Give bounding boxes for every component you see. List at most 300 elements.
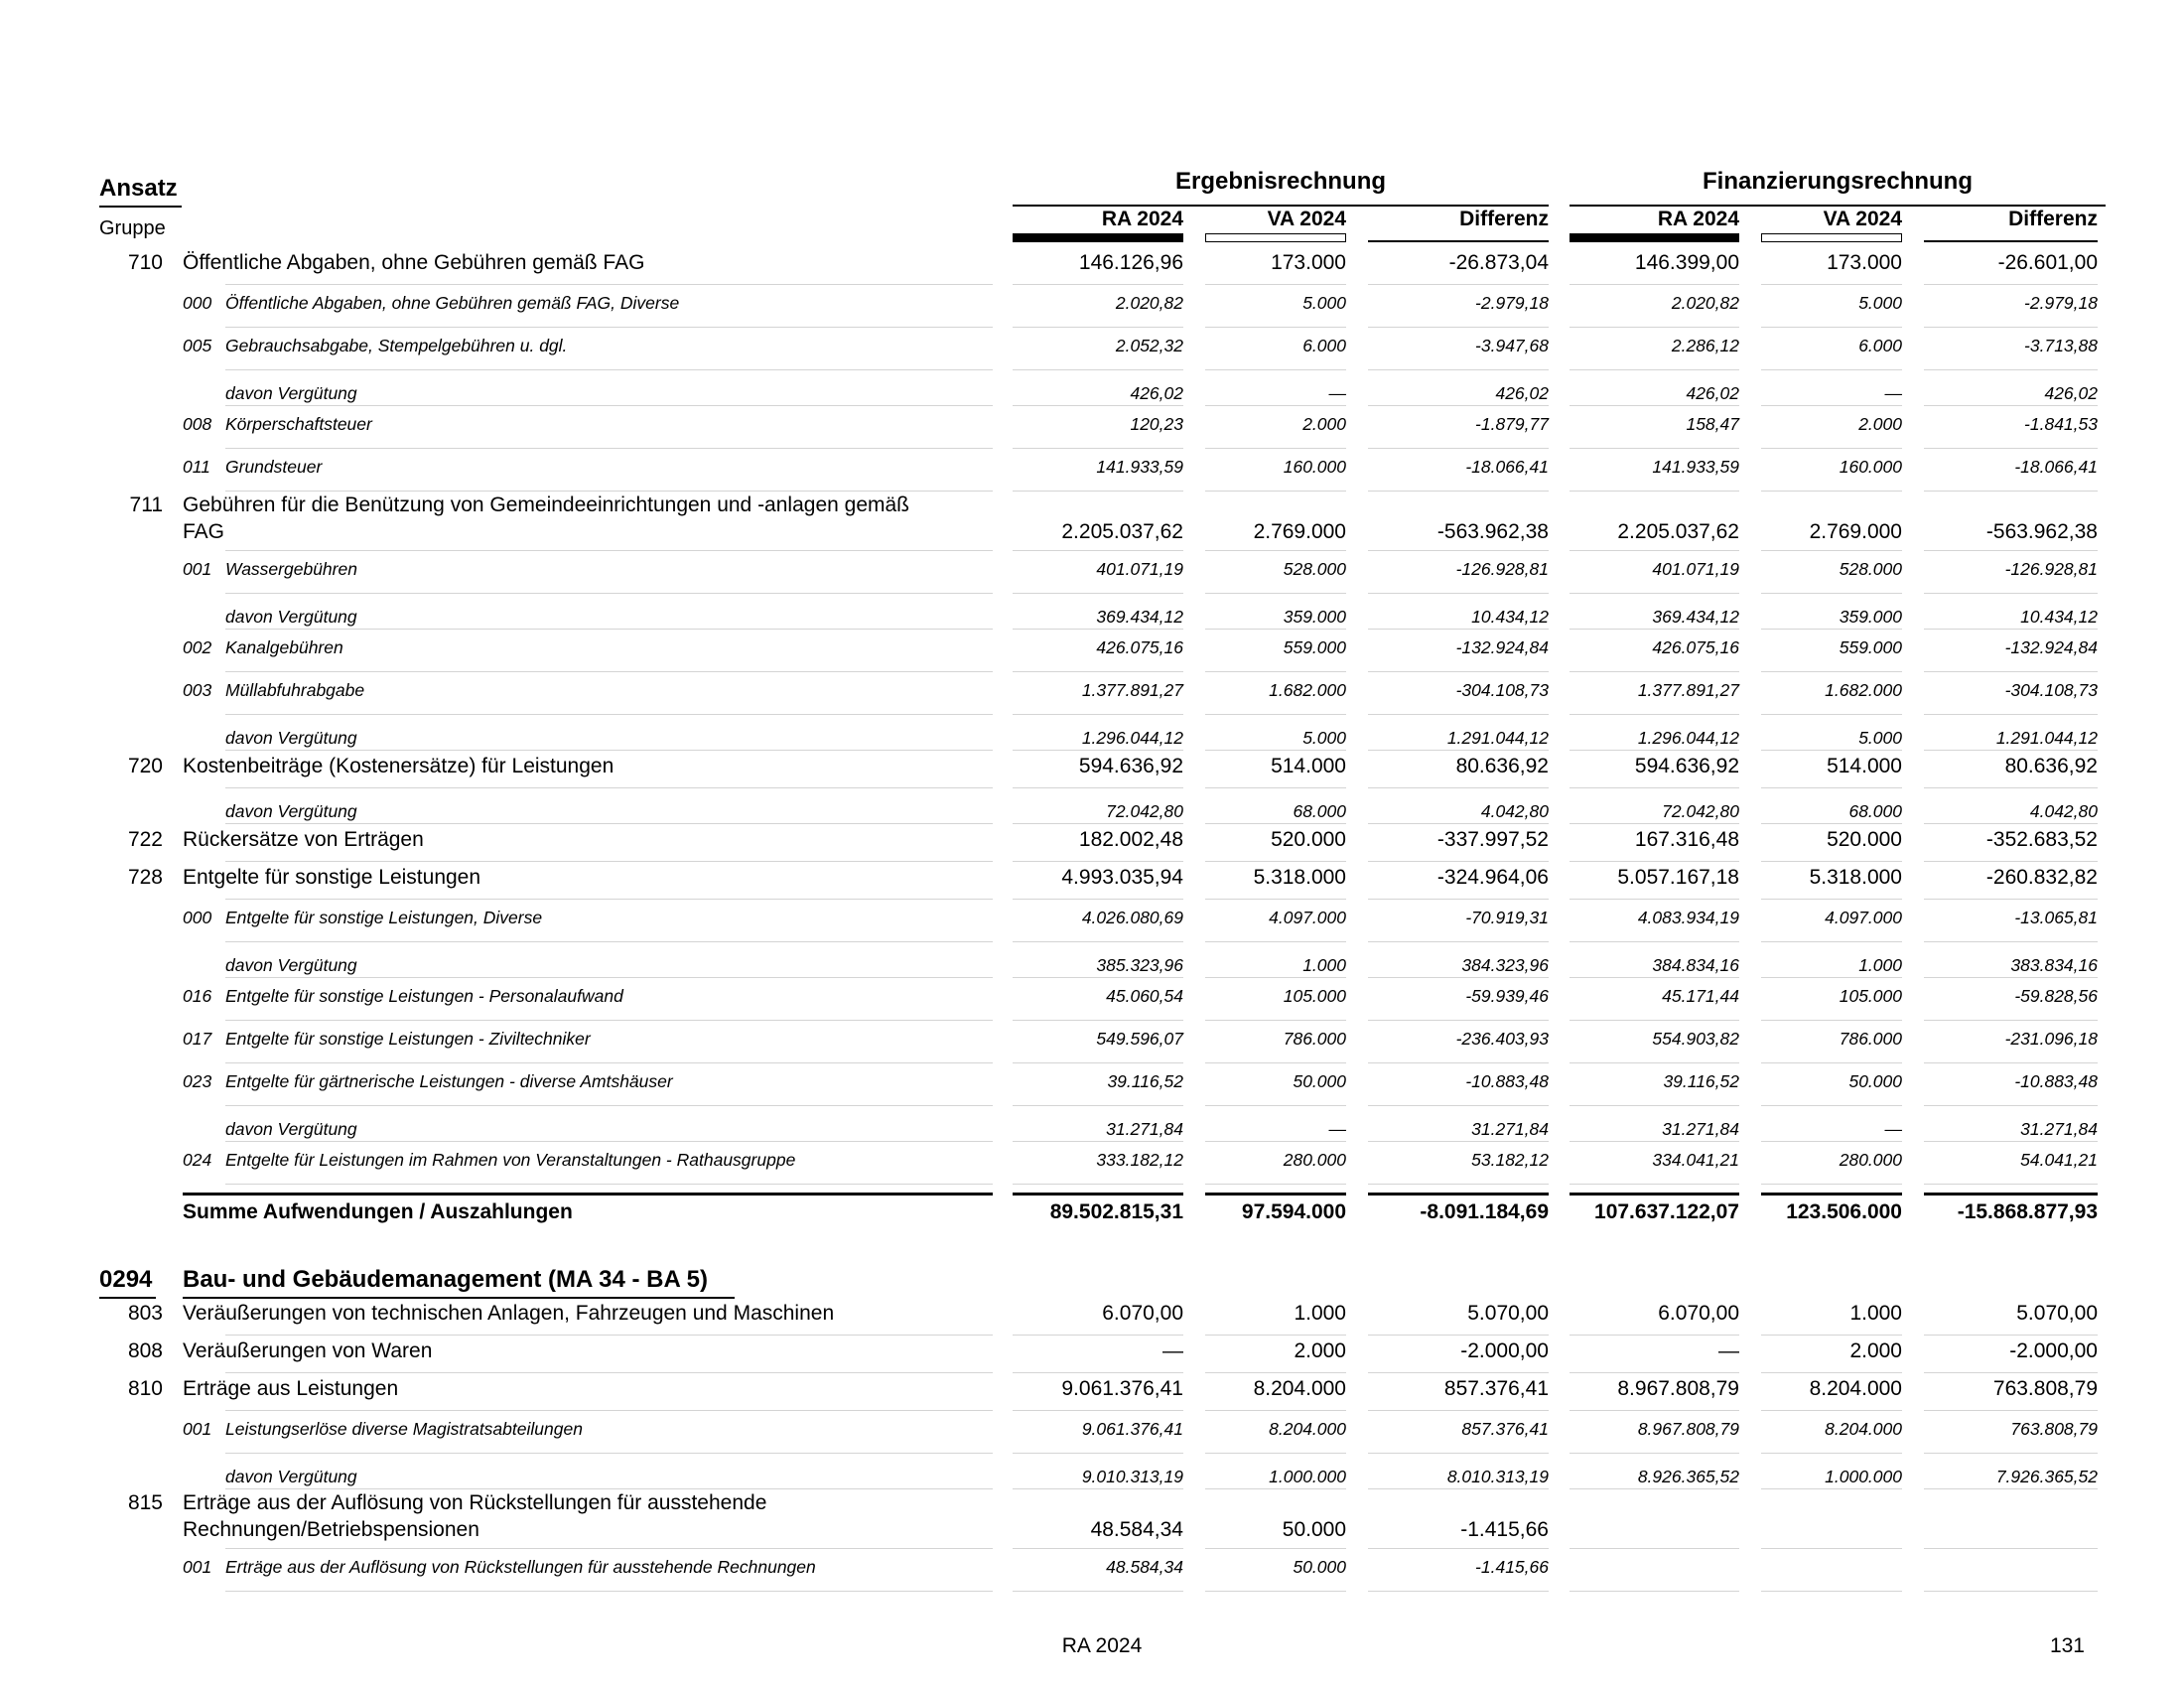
row-label-continued: FAG	[183, 520, 225, 543]
value-ergebnis-ra: 72.042,80	[1106, 801, 1183, 821]
row-rule	[225, 1488, 993, 1489]
row-code: 017	[183, 1029, 212, 1049]
value-ergebnis-va: —	[1328, 1119, 1346, 1139]
table-row	[0, 1144, 2184, 1187]
value-ergebnis-va: 6.000	[1302, 336, 1346, 355]
value-ergebnis-diff: -2.000,00	[1460, 1339, 1549, 1362]
value-finanz-va: 2.000	[1849, 1339, 1902, 1362]
value-ergebnis-va: 160.000	[1283, 457, 1346, 477]
row-rule	[1570, 405, 1739, 406]
table-row	[0, 1300, 2184, 1337]
section-title-underline	[183, 1297, 735, 1299]
value-ergebnis-ra: 31.271,84	[1106, 1119, 1183, 1139]
sum-top-rule	[1013, 1193, 1183, 1196]
row-rule	[1924, 977, 2098, 978]
row-rule	[1013, 284, 1183, 285]
value-finanz-diff: 4.042,80	[2029, 801, 2098, 821]
row-rule	[1570, 369, 1739, 370]
row-code: 000	[183, 293, 212, 313]
value-finanz-diff: -260.832,82	[1985, 866, 2098, 889]
value-finanz-va: 68.000	[1848, 801, 1902, 821]
row-rule	[1368, 491, 1549, 492]
row-rule	[1013, 1184, 1183, 1185]
value-ergebnis-ra: 4.026.080,69	[1081, 908, 1183, 927]
row-rule	[1013, 1453, 1183, 1454]
column-header-finanz-ra: RA 2024	[1657, 208, 1739, 230]
row-rule	[1013, 448, 1183, 449]
value-finanz-ra: 1.296.044,12	[1637, 728, 1739, 748]
row-code: 808	[127, 1339, 163, 1362]
value-ergebnis-diff: -236.403,93	[1455, 1029, 1549, 1049]
value-finanz-ra: 6.070,00	[1658, 1302, 1739, 1325]
row-rule	[1924, 750, 2098, 751]
row-rule	[1205, 491, 1346, 492]
table-row	[0, 372, 2184, 408]
row-rule	[1013, 1548, 1183, 1549]
table-row	[0, 451, 2184, 493]
row-rule	[1924, 861, 2098, 862]
row-rule	[225, 369, 993, 370]
row-code: 001	[183, 559, 212, 579]
value-ergebnis-va: 2.000	[1302, 414, 1346, 434]
value-ergebnis-diff: -337.997,52	[1436, 828, 1549, 851]
row-rule	[1368, 1548, 1549, 1549]
row-rule	[1924, 593, 2098, 594]
value-finanz-va: 559.000	[1839, 637, 1902, 657]
row-rule	[1013, 941, 1183, 942]
row-rule	[1924, 899, 2098, 900]
table-row	[0, 826, 2184, 864]
value-ergebnis-ra: 369.434,12	[1096, 607, 1183, 627]
row-rule	[1570, 550, 1739, 551]
value-ergebnis-ra: 1.377.891,27	[1081, 680, 1183, 700]
row-rule	[1924, 405, 2098, 406]
value-finanz-diff: -1.841,53	[2024, 414, 2098, 434]
value-ergebnis-ra: 9.010.313,19	[1081, 1467, 1183, 1486]
table-row	[0, 408, 2184, 451]
value-ergebnis-ra: 39.116,52	[1107, 1071, 1183, 1091]
value-finanz-ra: 45.171,44	[1662, 986, 1739, 1006]
row-rule	[1761, 941, 1902, 942]
row-rule	[1761, 1184, 1902, 1185]
row-rule	[1368, 861, 1549, 862]
value-ergebnis-diff: -18.066,41	[1465, 457, 1549, 477]
value-ergebnis-ra: 48.584,34	[1090, 1518, 1183, 1541]
row-rule	[1013, 327, 1183, 328]
row-rule	[1761, 284, 1902, 285]
value-finanz-va: 359.000	[1839, 607, 1902, 627]
table-row	[0, 944, 2184, 980]
row-label: davon Vergütung	[225, 1467, 357, 1486]
table-row	[0, 287, 2184, 330]
value-ergebnis-ra: 89.502.815,31	[1049, 1200, 1183, 1223]
row-rule	[1368, 823, 1549, 824]
value-ergebnis-va: 5.000	[1302, 728, 1346, 748]
table-row	[0, 674, 2184, 717]
value-ergebnis-va: 559.000	[1283, 637, 1346, 657]
row-rule	[1013, 1141, 1183, 1142]
row-rule	[1570, 1548, 1739, 1549]
table-row	[0, 249, 2184, 287]
table-row	[0, 1065, 2184, 1108]
value-ergebnis-ra: 9.061.376,41	[1061, 1377, 1183, 1400]
row-rule	[1205, 629, 1346, 630]
row-label: Öffentliche Abgaben, ohne Gebühren gemäß FAG	[183, 251, 645, 274]
value-ergebnis-diff: 10.434,12	[1471, 607, 1549, 627]
value-finanz-va: 123.506.000	[1786, 1200, 1902, 1223]
row-rule	[1570, 671, 1739, 672]
value-finanz-ra: 4.083.934,19	[1637, 908, 1739, 927]
row-code: 008	[183, 414, 212, 434]
value-finanz-ra: 2.205.037,62	[1617, 520, 1739, 543]
value-ergebnis-ra: 385.323,96	[1096, 955, 1183, 975]
row-rule	[1205, 1372, 1346, 1373]
table-row	[0, 1337, 2184, 1375]
row-rule	[225, 327, 993, 328]
value-finanz-diff: 54.041,21	[2020, 1150, 2098, 1170]
value-ergebnis-diff: 31.271,84	[1471, 1119, 1549, 1139]
row-code: 722	[127, 828, 163, 851]
row-rule	[225, 1141, 993, 1142]
value-ergebnis-va: 5.318.000	[1253, 866, 1346, 889]
value-finanz-va: 173.000	[1827, 251, 1902, 274]
table-row	[0, 596, 2184, 632]
page-number: 131	[2049, 1634, 2085, 1657]
value-finanz-ra: 72.042,80	[1662, 801, 1739, 821]
row-rule	[1013, 369, 1183, 370]
row-rule	[1761, 1335, 1902, 1336]
row-rule	[1205, 1105, 1346, 1106]
row-rule	[1570, 1141, 1739, 1142]
group-finanzierungsrechnung-rule	[1570, 205, 2106, 207]
row-code: 016	[183, 986, 212, 1006]
footer-label: RA 2024	[1061, 1634, 1143, 1657]
value-finanz-va: 6.000	[1858, 336, 1902, 355]
value-finanz-va: 50.000	[1848, 1071, 1902, 1091]
row-rule	[1570, 1372, 1739, 1373]
row-rule	[1761, 1020, 1902, 1021]
row-rule	[1761, 899, 1902, 900]
value-finanz-ra: 384.834,16	[1652, 955, 1739, 975]
sum-top-rule	[1761, 1193, 1902, 1196]
value-finanz-va: 2.769.000	[1809, 520, 1902, 543]
value-ergebnis-diff: 384.323,96	[1461, 955, 1549, 975]
row-rule	[1205, 1020, 1346, 1021]
value-ergebnis-diff: -304.108,73	[1455, 680, 1549, 700]
row-rule	[1013, 1105, 1183, 1106]
row-rule	[1924, 327, 2098, 328]
diff-column-rule	[1924, 240, 2098, 242]
value-ergebnis-ra: 182.002,48	[1078, 828, 1183, 851]
value-finanz-ra: 5.057.167,18	[1617, 866, 1739, 889]
value-ergebnis-ra: —	[1162, 1339, 1183, 1362]
diff-column-rule	[1368, 240, 1549, 242]
row-rule	[1924, 448, 2098, 449]
row-rule	[225, 1020, 993, 1021]
ansatz-label: Ansatz	[99, 175, 178, 202]
value-ergebnis-diff: -1.879,77	[1475, 414, 1549, 434]
row-rule	[225, 629, 993, 630]
row-rule	[1570, 1488, 1739, 1489]
value-finanz-ra: 146.399,00	[1634, 251, 1739, 274]
row-label-continued: Rechnungen/Betriebspensionen	[183, 1518, 479, 1541]
row-rule	[225, 977, 993, 978]
row-code: 023	[183, 1071, 212, 1091]
row-label: davon Vergütung	[225, 955, 357, 975]
row-label: Müllabfuhrabgabe	[225, 680, 365, 700]
value-finanz-va: —	[1884, 383, 1902, 403]
column-header-ergebnis-diff: Differenz	[1459, 208, 1549, 230]
row-rule	[1761, 1062, 1902, 1063]
row-rule	[1205, 1453, 1346, 1454]
value-ergebnis-ra: 426,02	[1130, 383, 1183, 403]
row-rule	[1013, 714, 1183, 715]
section-code-underline	[99, 1297, 156, 1299]
value-ergebnis-ra: 333.182,12	[1096, 1150, 1183, 1170]
sum-top-rule	[1924, 1193, 2098, 1196]
value-ergebnis-ra: 48.584,34	[1106, 1557, 1183, 1577]
value-finanz-diff: -2.979,18	[2024, 293, 2098, 313]
value-ergebnis-va: 50.000	[1282, 1518, 1346, 1541]
value-finanz-diff: -10.883,48	[2014, 1071, 2098, 1091]
row-rule	[1205, 550, 1346, 551]
value-ergebnis-ra: 401.071,19	[1096, 559, 1183, 579]
row-rule	[1570, 1453, 1739, 1454]
row-rule	[1570, 861, 1739, 862]
row-rule	[1570, 1184, 1739, 1185]
value-ergebnis-diff: -2.979,18	[1475, 293, 1549, 313]
value-finanz-diff: -304.108,73	[2004, 680, 2098, 700]
row-rule	[1761, 1591, 1902, 1592]
row-rule	[1013, 1372, 1183, 1373]
value-ergebnis-diff: -3.947,68	[1475, 336, 1549, 355]
value-finanz-diff: -231.096,18	[2004, 1029, 2098, 1049]
row-code: 024	[183, 1150, 212, 1170]
value-ergebnis-diff: 5.070,00	[1467, 1302, 1549, 1325]
value-ergebnis-diff: -1.415,66	[1475, 1557, 1549, 1577]
row-code: 810	[127, 1377, 163, 1400]
row-label: Entgelte für gärtnerische Leistungen - diverse Amtshäuser	[225, 1071, 673, 1091]
row-code: 001	[183, 1419, 212, 1439]
value-ergebnis-diff: 1.291.044,12	[1446, 728, 1549, 748]
row-rule	[1570, 750, 1739, 751]
row-rule	[1013, 1335, 1183, 1336]
value-ergebnis-diff: -10.883,48	[1465, 1071, 1549, 1091]
value-ergebnis-diff: -132.924,84	[1455, 637, 1549, 657]
value-finanz-ra: 554.903,82	[1652, 1029, 1739, 1049]
row-label: Entgelte für sonstige Leistungen, Diverse	[225, 908, 543, 927]
row-code: 728	[127, 866, 163, 889]
row-label: Erträge aus der Auflösung von Rückstellungen für ausstehende Rechnungen	[225, 1557, 816, 1577]
value-finanz-ra: 141.933,59	[1652, 457, 1739, 477]
row-label: Öffentliche Abgaben, ohne Gebühren gemäß FAG, Diverse	[225, 293, 680, 313]
row-rule	[1013, 593, 1183, 594]
value-ergebnis-ra: 9.061.376,41	[1081, 1419, 1183, 1439]
row-rule	[1924, 714, 2098, 715]
row-label: Leistungserlöse diverse Magistratsabteilungen	[225, 1419, 583, 1439]
row-rule	[1761, 550, 1902, 551]
value-finanz-diff: 426,02	[2044, 383, 2098, 403]
value-ergebnis-diff: 4.042,80	[1480, 801, 1549, 821]
row-rule	[1368, 787, 1549, 788]
va-column-marker	[1205, 233, 1346, 242]
row-rule	[225, 1591, 993, 1592]
value-ergebnis-ra: 146.126,96	[1078, 251, 1183, 274]
row-rule	[1205, 899, 1346, 900]
row-rule	[1205, 1548, 1346, 1549]
value-ergebnis-diff: 857.376,41	[1461, 1419, 1549, 1439]
row-rule	[1924, 550, 2098, 551]
row-rule	[1205, 1335, 1346, 1336]
row-rule	[225, 861, 993, 862]
row-rule	[1570, 1105, 1739, 1106]
value-finanz-ra: 401.071,19	[1652, 559, 1739, 579]
value-finanz-ra: 8.967.808,79	[1617, 1377, 1739, 1400]
row-rule	[1570, 714, 1739, 715]
value-ergebnis-ra: 426.075,16	[1096, 637, 1183, 657]
row-rule	[1924, 787, 2098, 788]
value-finanz-ra: 167.316,48	[1634, 828, 1739, 851]
table-row	[0, 330, 2184, 372]
row-rule	[1013, 750, 1183, 751]
value-finanz-diff: -2.000,00	[2009, 1339, 2098, 1362]
row-rule	[225, 1335, 993, 1336]
value-ergebnis-diff: 80.636,92	[1455, 755, 1549, 777]
row-label: Kanalgebühren	[225, 637, 343, 657]
row-rule	[1761, 671, 1902, 672]
row-rule	[1013, 977, 1183, 978]
row-rule	[1013, 899, 1183, 900]
row-rule	[1570, 899, 1739, 900]
row-rule	[1924, 1062, 2098, 1063]
row-rule	[1924, 1372, 2098, 1373]
row-rule	[1570, 327, 1739, 328]
row-rule	[1761, 823, 1902, 824]
value-ergebnis-va: 4.097.000	[1269, 908, 1346, 927]
ansatz-underline	[99, 206, 182, 208]
row-rule	[1570, 1410, 1739, 1411]
table-row	[0, 864, 2184, 902]
row-rule	[1013, 787, 1183, 788]
row-rule	[1368, 1062, 1549, 1063]
value-finanz-ra: 158,47	[1686, 414, 1739, 434]
row-rule	[1570, 823, 1739, 824]
value-ergebnis-ra: 549.596,07	[1096, 1029, 1183, 1049]
row-rule	[1924, 671, 2098, 672]
row-rule	[225, 1184, 993, 1185]
row-rule	[1368, 1410, 1549, 1411]
value-finanz-diff: 80.636,92	[2004, 755, 2098, 777]
row-label: Wassergebühren	[225, 559, 357, 579]
value-finanz-diff: -126.928,81	[2004, 559, 2098, 579]
ra-column-marker	[1570, 233, 1739, 242]
value-ergebnis-va: 5.000	[1302, 293, 1346, 313]
row-rule	[1761, 593, 1902, 594]
row-code: 000	[183, 908, 212, 927]
value-finanz-ra: 39.116,52	[1663, 1071, 1739, 1091]
row-rule	[225, 823, 993, 824]
row-rule	[1205, 671, 1346, 672]
row-rule	[1205, 1141, 1346, 1142]
row-rule	[1205, 369, 1346, 370]
value-finanz-va: 786.000	[1839, 1029, 1902, 1049]
table-row	[0, 1108, 2184, 1144]
row-rule	[1205, 750, 1346, 751]
row-label: davon Vergütung	[225, 1119, 357, 1139]
value-finanz-diff: 10.434,12	[2020, 607, 2098, 627]
value-ergebnis-ra: 2.020,82	[1115, 293, 1183, 313]
value-ergebnis-va: 520.000	[1271, 828, 1346, 851]
value-ergebnis-va: 2.000	[1294, 1339, 1346, 1362]
value-ergebnis-ra: 2.205.037,62	[1061, 520, 1183, 543]
row-rule	[1570, 1335, 1739, 1336]
value-finanz-va: 1.682.000	[1825, 680, 1902, 700]
value-ergebnis-va: 786.000	[1283, 1029, 1346, 1049]
value-ergebnis-ra: 141.933,59	[1096, 457, 1183, 477]
gruppe-label: Gruppe	[99, 217, 166, 239]
row-label: davon Vergütung	[225, 383, 357, 403]
table-row	[0, 753, 2184, 790]
value-ergebnis-va: —	[1328, 383, 1346, 403]
row-rule	[1570, 629, 1739, 630]
value-finanz-va: 520.000	[1827, 828, 1902, 851]
row-rule	[1924, 1141, 2098, 1142]
value-finanz-va: 1.000	[1849, 1302, 1902, 1325]
section-header	[0, 1256, 2184, 1300]
row-rule	[1761, 1453, 1902, 1454]
row-rule	[1924, 1335, 2098, 1336]
value-ergebnis-va: 8.204.000	[1269, 1419, 1346, 1439]
value-finanz-diff: -59.828,56	[2014, 986, 2098, 1006]
value-ergebnis-diff: 426,02	[1495, 383, 1549, 403]
value-ergebnis-va: 359.000	[1283, 607, 1346, 627]
row-rule	[1924, 491, 2098, 492]
row-rule	[1570, 1062, 1739, 1063]
value-ergebnis-va: 2.769.000	[1253, 520, 1346, 543]
row-rule	[1368, 750, 1549, 751]
row-rule	[1368, 1184, 1549, 1185]
value-ergebnis-diff: 53.182,12	[1471, 1150, 1549, 1170]
value-ergebnis-diff: -70.919,31	[1465, 908, 1549, 927]
value-ergebnis-va: 97.594.000	[1241, 1200, 1346, 1223]
row-rule	[225, 1410, 993, 1411]
value-ergebnis-ra: 4.993.035,94	[1061, 866, 1183, 889]
row-rule	[1368, 1335, 1549, 1336]
row-rule	[1570, 977, 1739, 978]
value-finanz-va: —	[1884, 1119, 1902, 1139]
value-ergebnis-diff: -324.964,06	[1436, 866, 1549, 889]
value-finanz-ra: 594.636,92	[1634, 755, 1739, 777]
row-rule	[1924, 1591, 2098, 1592]
value-finanz-diff: -18.066,41	[2014, 457, 2098, 477]
column-header-ergebnis-ra: RA 2024	[1101, 208, 1183, 230]
row-rule	[1761, 750, 1902, 751]
value-ergebnis-va: 50.000	[1293, 1557, 1346, 1577]
row-rule	[1013, 1020, 1183, 1021]
row-rule	[1924, 369, 2098, 370]
row-rule	[1205, 1410, 1346, 1411]
row-rule	[1924, 1020, 2098, 1021]
table-row	[0, 1491, 2184, 1551]
value-ergebnis-ra: 1.296.044,12	[1081, 728, 1183, 748]
value-ergebnis-va: 1.000	[1302, 955, 1346, 975]
row-rule	[1761, 327, 1902, 328]
value-finanz-ra: 334.041,21	[1652, 1150, 1739, 1170]
value-finanz-diff: 763.808,79	[1992, 1377, 2098, 1400]
value-ergebnis-va: 8.204.000	[1253, 1377, 1346, 1400]
table-row	[0, 553, 2184, 596]
value-finanz-va: 8.204.000	[1825, 1419, 1902, 1439]
